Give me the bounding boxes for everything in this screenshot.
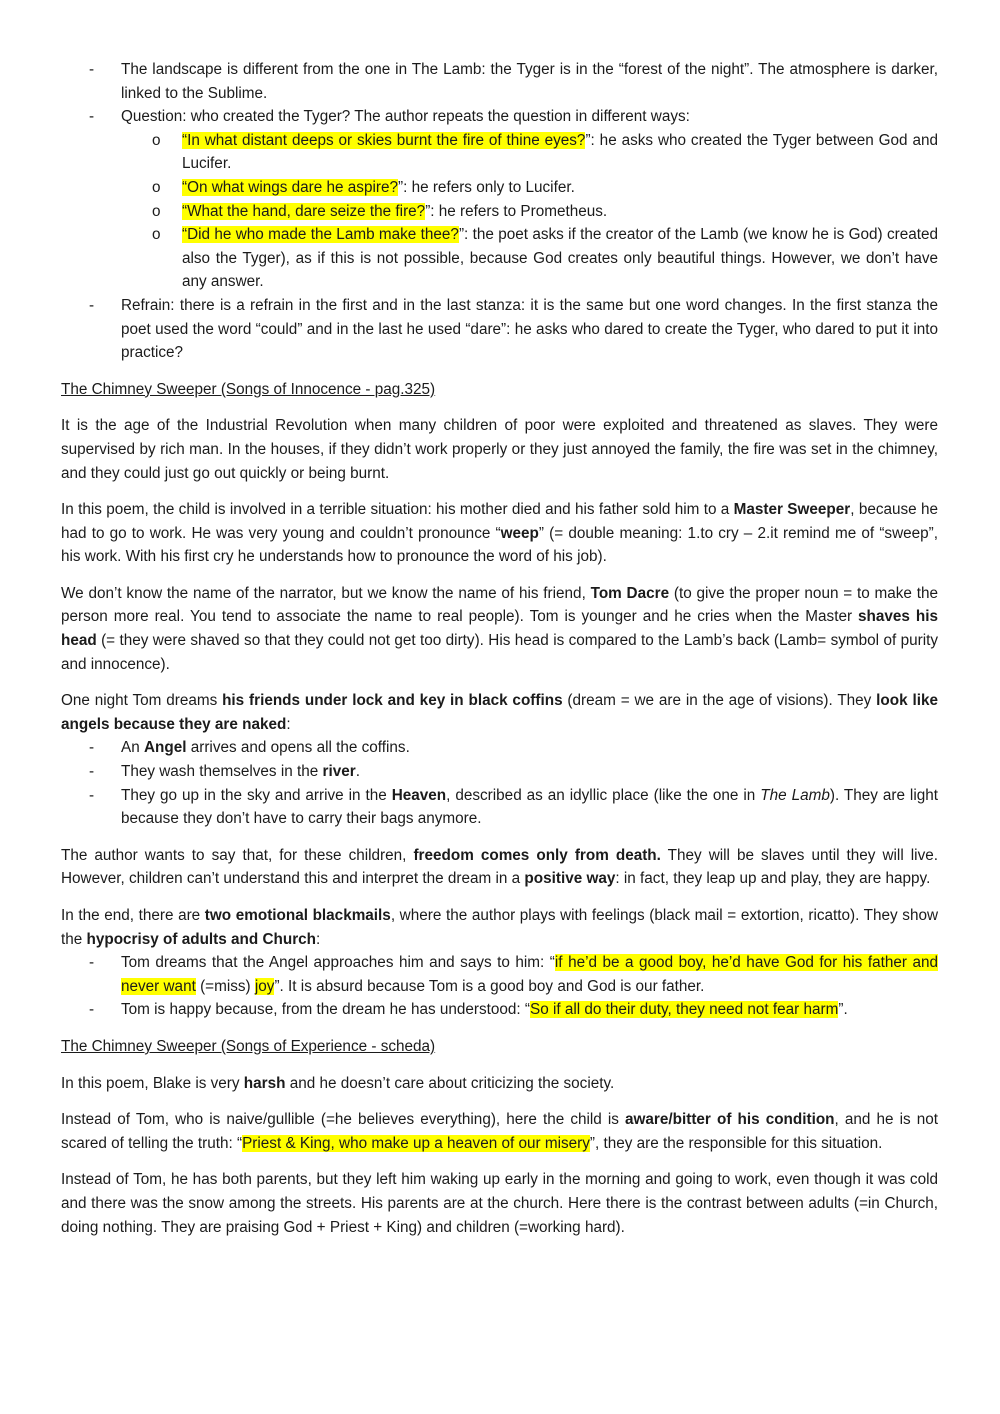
- paragraph: It is the age of the Industrial Revolution when many children of poor were exploited and threatened as slaves. They were supervised by rich man. In the houses, if they didn’t work properly or they just annoyed the family, the fire was set in the chimney, and they could just go out quickly or being burnt.: [61, 417, 938, 482]
- list-item: - The landscape is different from the one in The Lamb: the Tyger is in the “forest of the night”. The atmosphere is darker, linked to the Sublime.: [61, 58, 938, 105]
- dash-bullet: -: [89, 763, 95, 781]
- tyger-refrain-list: [61, 294, 938, 365]
- list-item: o “In what distant deeps or skies burnt the fire of thine eyes?”: he asks who created the Tyger between God and Lucifer.: [61, 129, 938, 176]
- blackmail-list: [61, 951, 938, 1022]
- section-heading: The Chimney Sweeper (Songs of Experience - scheda): [61, 1037, 436, 1055]
- list-item: o “Did he who made the Lamb make thee?”: the poet asks if the creator of the Lamb (we know he is God) created also the Tyger), as if this is not possible, because God creates only beautiful things. However, we don’t have any answer.: [61, 223, 938, 294]
- circle-bullet: o: [152, 226, 161, 244]
- highlighted-quote: So if all do their duty, they need not fear harm: [530, 1001, 839, 1019]
- list-item: - Tom is happy because, from the dream he has understood: “So if all do their duty, they need not fear harm”.: [61, 998, 938, 1022]
- dash-bullet: -: [89, 786, 95, 804]
- list-item: - Tom dreams that the Angel approaches him and says to him: “if he’d be a good boy, he’d have God for his father and never want (=miss) joy”. It is absurd because Tom is a good boy and God is our father.: [61, 951, 938, 998]
- section-heading: The Chimney Sweeper (Songs of Innocence - pag.325): [61, 380, 436, 398]
- paragraph: In the end, there are two emotional blackmails, where the author plays with feelings (black mail = extortion, ricatto). They show the hypocrisy of adults and Church:: [61, 907, 939, 948]
- document-page: [61, 58, 938, 1239]
- circle-bullet: o: [152, 202, 161, 220]
- list-item: o “On what wings dare he aspire?”: he refers only to Lucifer.: [61, 176, 938, 200]
- dash-bullet: -: [89, 61, 95, 78]
- dash-bullet: -: [89, 954, 95, 972]
- list-item: o “What the hand, dare seize the fire?”: he refers to Prometheus.: [61, 200, 938, 224]
- list-item: - They wash themselves in the river.: [61, 760, 938, 784]
- tyger-questions-list: [61, 129, 938, 294]
- tyger-notes-list: [61, 58, 938, 129]
- list-item: - Refrain: there is a refrain in the first and in the last stanza: it is the same but one word changes. In the first stanza the poet used the word “could” and in the last he used “dare”: he asks who dared to create the Tyger, who dared to put it into practice?: [61, 294, 938, 365]
- highlighted-quote: “On what wings dare he aspire?: [182, 178, 398, 196]
- highlighted-quote: if he’d be a good boy, he’d have God for his father and never want: [121, 954, 938, 995]
- paragraph: We don’t know the name of the narrator, but we know the name of his friend, Tom Dacre (to give the proper noun = to make the person more real. You tend to associate the name to real people). Tom is younger and he cries when the Master shaves his head (= they were shaved so that they could not get too dirty). His head is compared to the Lamb’s back (Lamb= symbol of purity and innocence).: [61, 584, 938, 673]
- highlighted-quote: “In what distant deeps or skies burnt the fire of thine eyes?: [182, 131, 586, 149]
- highlighted-quote: “Did he who made the Lamb make thee?: [182, 226, 459, 244]
- dash-bullet: -: [89, 1001, 95, 1019]
- dash-bullet: -: [89, 739, 95, 757]
- paragraph: Instead of Tom, who is naive/gullible (=he believes everything), here the child is aware/bitter of his condition, and he is not scared of telling the truth: “Priest & King, who make up a heaven of our misery”, they are the responsible for this situation.: [61, 1111, 938, 1152]
- paragraph: Instead of Tom, he has both parents, but they left him waking up early in the morning and going to work, even though it was cold and there was the snow among the streets. His parents are at the church. Here there is the contrast between adults (=in Church, doing nothing. They are praising God + Priest + King) and children (=working hard).: [61, 1171, 938, 1236]
- highlighted-quote: Priest & King, who make up a heaven of our misery: [242, 1134, 590, 1152]
- circle-bullet: o: [152, 178, 161, 196]
- highlighted-quote: “What the hand, dare seize the fire?: [182, 202, 426, 220]
- highlighted-quote: joy: [254, 977, 275, 995]
- paragraph: The author wants to say that, for these children, freedom comes only from death. They will be slaves until they will live. However, children can’t understand this and interpret the dream in a positive way: in fact, they leap up and play, they are happy.: [61, 846, 938, 888]
- dream-list: [61, 736, 938, 830]
- circle-bullet: o: [152, 131, 161, 149]
- paragraph: One night Tom dreams his friends under lock and key in black coffins (dream = we are in the age of visions). They look like angels because they are naked:: [61, 692, 938, 733]
- list-item: - They go up in the sky and arrive in the Heaven, described as an idyllic place (like the one in The Lamb). They are light because they don’t have to carry their bags anymore.: [61, 784, 938, 831]
- dash-bullet: -: [89, 108, 95, 126]
- dash-bullet: -: [89, 296, 95, 314]
- paragraph: In this poem, Blake is very harsh and he doesn’t care about criticizing the society.: [61, 1074, 615, 1092]
- list-item: - An Angel arrives and opens all the coffins.: [61, 736, 938, 760]
- paragraph: In this poem, the child is involved in a terrible situation: his mother died and his father sold him to a Master Sweeper, because he had to go to work. He was very young and couldn’t pronounce “weep” (= double meaning: 1.to cry – 2.it remind me of “sweep”, his work. With his first cry he understands how to pronounce the word of his job).: [61, 501, 939, 566]
- list-item: - Question: who created the Tyger? The author repeats the question in different ways:: [61, 105, 938, 129]
